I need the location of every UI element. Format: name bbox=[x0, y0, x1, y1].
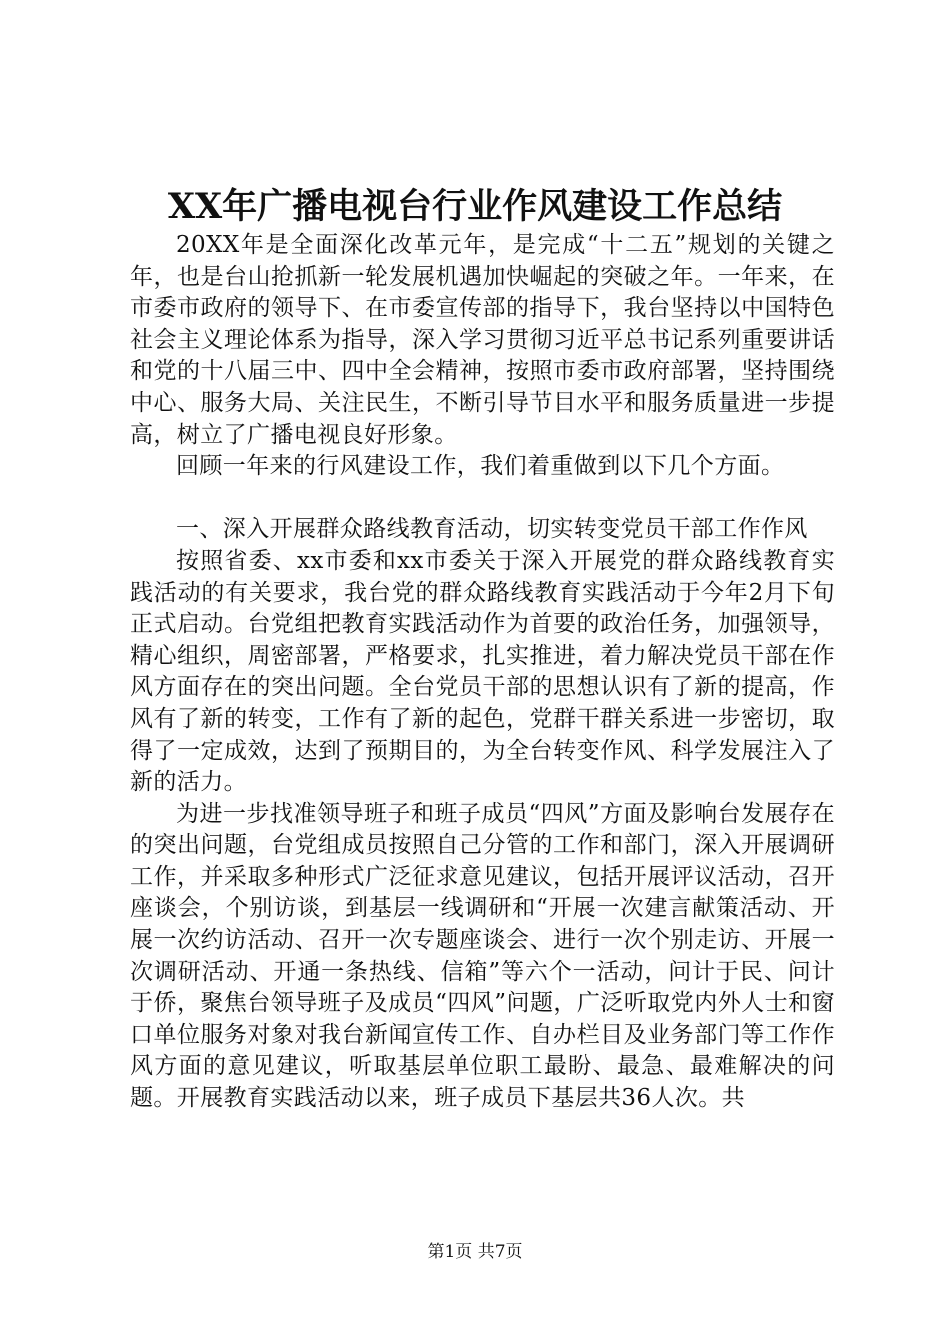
paragraph-intro: 20XX年是全面深化改革元年，是完成“十二五”规划的关键之年，也是台山抢抓新一轮发展机遇加快崛起的突破之年。一年来，在市委市政府的领导下、在市委宣传部的指导下，我台坚持以中国特色社会主义理论体系为指导，深入学习贯彻习近平总书记系列重要讲话和党的十八届三中、四中全会精神，按照市委市政府部署，坚持围绕中心、服务大局、关注民生，不断引导节目水平和服务质量进一步提高，树立了广播电视良好形象。 bbox=[130, 232, 835, 448]
paragraph-section-1-b: 为进一步找准领导班子和班子成员“四风”方面及影响台发展存在的突出问题，台党组成员按照自己分管的工作和部门，深入开展调研工作，并采取多种形式广泛征求意见建议，包括开展评议活动，召开座谈会，个别访谈，到基层一线调研和“开展一次建言献策活动、开展一次约访活动、召开一次专题座谈会、进行一次个别走访、开展一次调研活动、开通一条热线、信箱”等六个一活动，问计于民、问计于侨，聚焦台领导班子及成员“四风”问题，广泛听取党内外人士和窗口单位服务对象对我台新闻宣传工作、自办栏目及业务部门等工作作风方面的意见建议，听取基层单位职工最盼、最急、最难解决的问题。开展教育实践活动以来，班子成员下基层共36人次。共 bbox=[130, 800, 835, 1112]
document-title: XX年广播电视台行业作风建设工作总结 bbox=[167, 186, 783, 227]
paragraph-section-1-a: 按照省委、xx市委和xx市委关于深入开展党的群众路线教育实践活动的有关要求，我台党的群众路线教育实践活动于今年2月下旬正式启动。台党组把教育实践活动作为首要的政治任务，加强领导，精心组织，周密部署，严格要求，扎实推进，着力解决党员干部在作风方面存在的突出问题。全台党员干部的思想认识有了新的提高，作风有了新的转变，工作有了新的起色，党群干群关系进一步密切，取得了一定成效，达到了预期目的，为全台转变作风、科学发展注入了新的活力。 bbox=[130, 547, 835, 796]
document-body bbox=[130, 230, 835, 1115]
paragraph-review: 回顾一年来的行风建设工作，我们着重做到以下几个方面。 bbox=[176, 453, 785, 480]
page-number-footer: 第1页 共7页 bbox=[427, 1242, 523, 1262]
paragraph-spacer bbox=[130, 483, 835, 515]
section-heading-1: 一、深入开展群众路线教育活动，切实转变党员干部工作作风 bbox=[176, 516, 808, 543]
